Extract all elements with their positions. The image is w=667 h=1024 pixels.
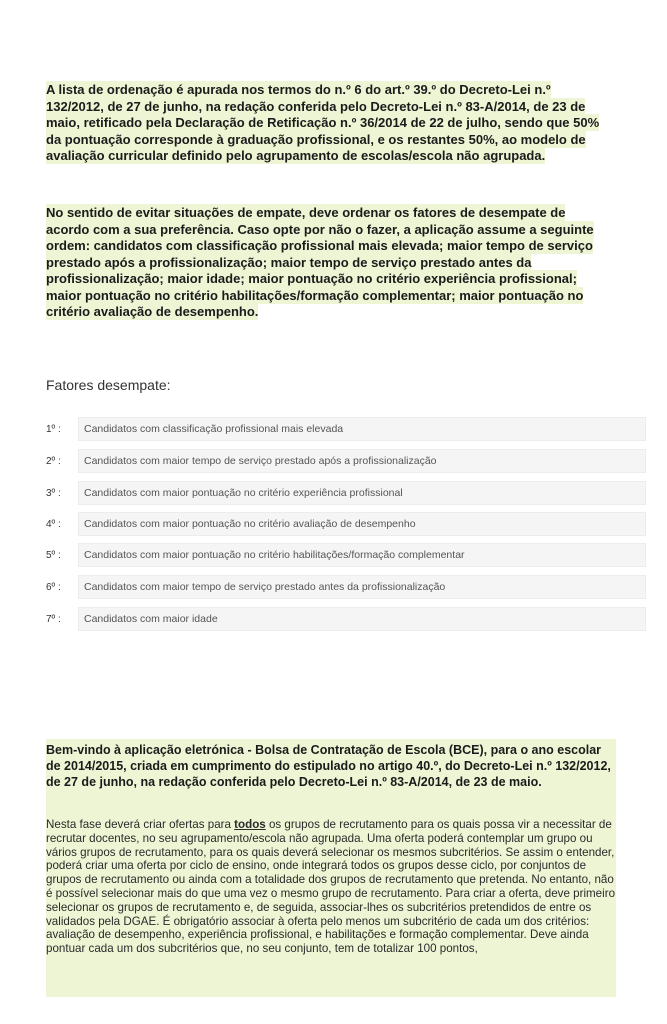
factor-row-1 bbox=[46, 417, 646, 441]
factor-select-1[interactable]: Candidatos com classificação profissional mais elevada bbox=[78, 417, 646, 441]
factor-select-2[interactable]: Candidatos com maior tempo de serviço prestado após a profissionalização bbox=[78, 449, 646, 473]
factor-row-5 bbox=[46, 543, 646, 567]
factors-title: Fatores desempate: bbox=[46, 377, 171, 393]
factor-select-6[interactable]: Candidatos com maior tempo de serviço prestado antes da profissionalização bbox=[78, 575, 646, 599]
factor-row-4 bbox=[46, 512, 646, 536]
intro-paragraph-ordering: A lista de ordenação é apurada nos termos do n.º 6 do art.º 39.º do Decreto-Lei n.º 132/2012, de 27 de junho, na redação conferida pelo Decreto-Lei n.º 83-A/2014, de 23 de maio, retificado pela Declaração de Retificação n.º 36/2014 de 22 de julho, sendo que 50% da pontuação corresponde à graduação profissional, e os restantes 50%, ao modelo de avaliação curricular definido pelo agrupamento de escolas/escola não agrupada. bbox=[46, 82, 600, 163]
factor-rank: 4º : bbox=[46, 518, 61, 530]
factor-row-3 bbox=[46, 481, 646, 505]
intro-paragraph-tiebreak: No sentido de evitar situações de empate, deve ordenar os fatores de desempate de acordo com a sua preferência. Caso opte por não o fazer, a aplicação assume a seguinte ordem: candidatos com classificação profissional mais elevada; maior tempo de serviço prestado após a profissionalização; maior tempo de serviço prestado antes da profissionalização; maior idade; maior pontuação no critério experiência profissional; maior pontuação no critério habilitações/formação complementar; maior pontuação no critério avaliação de desempenho. bbox=[46, 205, 594, 319]
factor-select-7[interactable]: Candidatos com maior idade bbox=[78, 607, 646, 631]
welcome-title: Bem-vindo à aplicação eletrónica - Bolsa de Contratação de Escola (BCE), para o ano escolar de 2014/2015, criada em cumprimento do estipulado no artigo 40.º, do Decreto-Lei n.º 132/2012, de 27 de junho, na redação conferida pelo Decreto-Lei n.º 83-A/2014, de 23 de maio. bbox=[46, 743, 611, 789]
factor-select-5[interactable]: Candidatos com maior pontuação no critério habilitações/formação complementar bbox=[78, 543, 646, 567]
factor-rank: 2º : bbox=[46, 455, 61, 467]
factor-select-4[interactable]: Candidatos com maior pontuação no critério avaliação de desempenho bbox=[78, 512, 646, 536]
factor-rank: 3º : bbox=[46, 487, 61, 499]
factor-rank: 7º : bbox=[46, 613, 61, 625]
factor-rank: 5º : bbox=[46, 549, 61, 561]
emphasis-todos: todos bbox=[234, 818, 266, 831]
factor-rank: 1º : bbox=[46, 423, 61, 435]
factor-row-6 bbox=[46, 575, 646, 599]
factor-select-3[interactable]: Candidatos com maior pontuação no critério experiência profissional bbox=[78, 481, 646, 505]
factor-row-7 bbox=[46, 607, 646, 631]
factor-rank: 6º : bbox=[46, 581, 61, 593]
welcome-body: Nesta fase deverá criar ofertas para todos os grupos de recrutamento para os quais possa vir a necessitar de recrutar docentes, no seu agrupamento/escola não agrupada. Uma oferta poderá contemplar um grupo ou vários grupos de recrutamento, para os quais deverá selecionar os mesmos subcritérios. Se assim o entender, poderá criar uma oferta por ciclo de ensino, onde integrará todos os grupos desse ciclo, por conjuntos de grupos de recrutamento ou ainda com a totalidade dos grupos de recrutamento que pretenda. No entanto, não é possível selecionar mais do que uma vez o mesmo grupo de recrutamento. Para criar a oferta, deve primeiro selecionar os grupos de recrutamento e, de seguida, associar-lhes os subcritérios pretendidos de entre os validados pela DGAE. É obrigatório associar à oferta pelo menos um subcritério de cada um dos critérios: avaliação de desempenho, experiência profissional, e habilitações e formação complementar. Deve ainda pontuar cada um dos subcritérios que, no seu conjunto, tem de totalizar 100 pontos, bbox=[46, 818, 616, 956]
factor-row-2 bbox=[46, 449, 646, 473]
